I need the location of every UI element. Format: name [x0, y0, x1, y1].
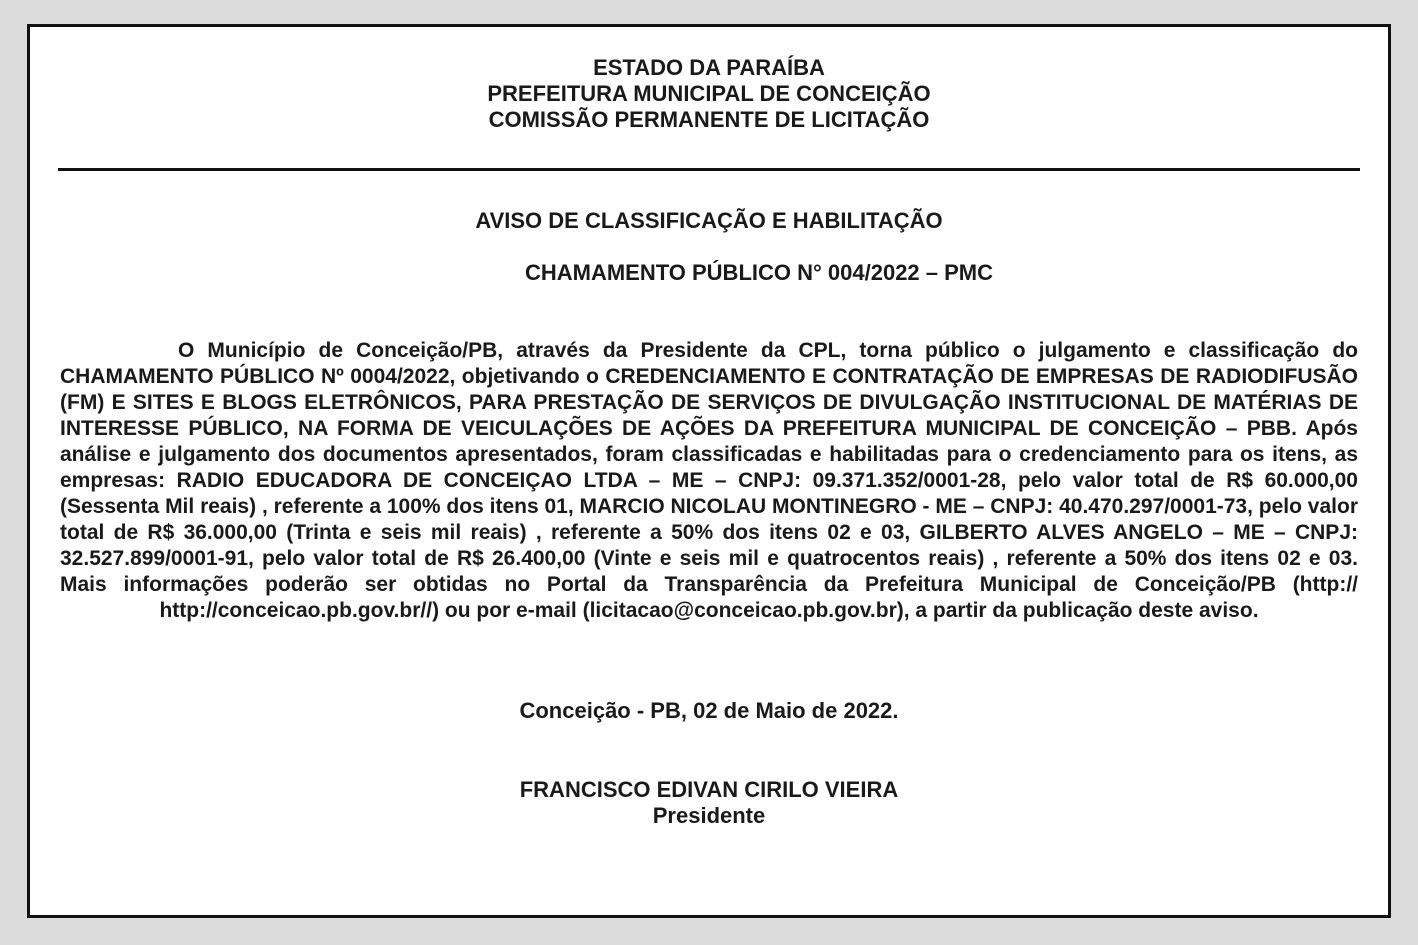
notice-body: O Município de Conceição/PB, através da Presidente da CPL, torna público o julgamento e classificação do CHAMAMENTO PÚBLICO Nº 0004/2022, objetivando o CREDENCIAMENTO E CONTRATAÇÃO DE EMPRESAS DE RADIODIFUSÃO (FM) E SITES E BLOGS ELETRÔNICOS, PARA PRESTAÇÃO DE SERVIÇOS DE DIVULGAÇÃO INSTITUCIONAL DE MATÉRIAS DE INTERESSE PÚBLICO, NA FORMA DE VEICULAÇÕES DE AÇÕES DA PREFEITURA MUNICIPAL DE CONCEIÇÃO – PBB. Após análise e julgamento dos documentos apresentados, foram classificadas e habilitadas para o credenciamento para os itens, as empresas: RADIO EDUCADORA DE CONCEIÇAO LTDA – ME – CNPJ: 09.371.352/0001-28, pelo valor total de R$ 60.000,00 (Sessenta Mil reais) , referente a 100% dos itens 01, MARCIO NICOLAU MONTINEGRO - ME – CNPJ: 40.470.297/0001-73, pelo valor total de R$ 36.000,00 (Trinta e seis mil reais) , referente a 50% dos itens 02 e 03, GILBERTO ALVES ANGELO – ME – CNPJ: 32.527.899/0001-91, pelo valor total de R$ 26.400,00 (Vinte e seis mil e quatrocentos reais) , referente a 50% dos itens 02 e 03. Mais informações poderão ser obtidas no Portal da Transparência da Prefeitura Municipal de Conceição/PB (http:// http://conceicao.pb.gov.br//) ou por e-mail (licitacao@conceicao.pb.gov.br), a partir da publicação deste aviso.	[60, 339, 1358, 622]
signature-block	[30, 777, 1388, 829]
header-state: ESTADO DA PARAÍBA	[593, 55, 825, 80]
notice-document	[27, 24, 1391, 918]
header-commission: COMISSÃO PERMANENTE DE LICITAÇÃO	[488, 107, 930, 132]
notice-subtitle: CHAMAMENTO PÚBLICO N° 004/2022 – PMC	[524, 260, 994, 285]
header-divider	[58, 168, 1360, 171]
signatory-name: FRANCISCO EDIVAN CIRILO VIEIRA	[519, 777, 899, 802]
signatory-role: Presidente	[652, 803, 766, 828]
document-header	[30, 55, 1388, 133]
notice-date: Conceição - PB, 02 de Maio de 2022.	[519, 698, 899, 723]
header-prefecture: PREFEITURA MUNICIPAL DE CONCEIÇÃO	[487, 81, 931, 106]
notice-title: AVISO DE CLASSIFICAÇÃO E HABILITAÇÃO	[475, 208, 943, 233]
